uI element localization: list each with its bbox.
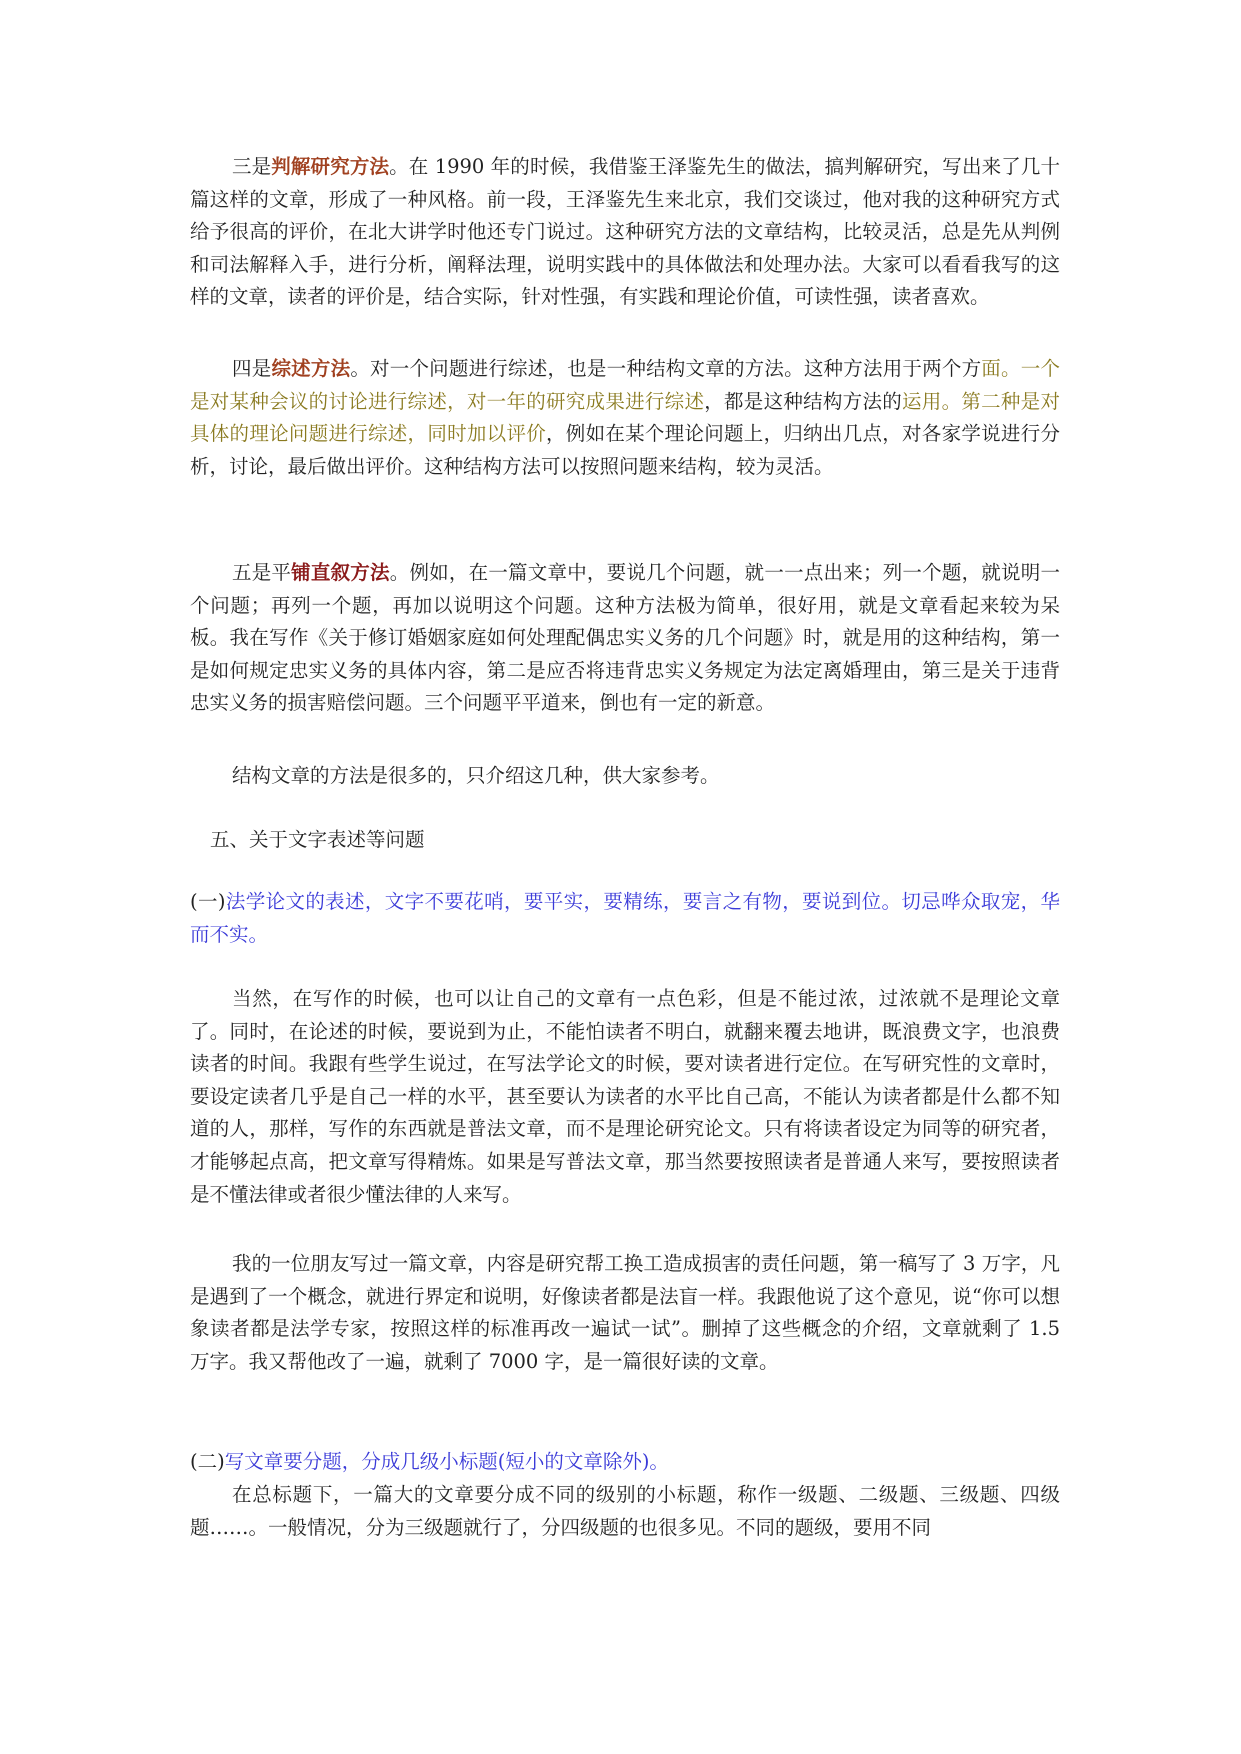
section-heading-5: 五、关于文字表述等问题 <box>210 828 425 851</box>
subheading-2 <box>190 1446 1060 1479</box>
paragraph-review-method <box>190 353 1060 483</box>
p2-post: ，例如在某个理论问题上，归纳出几点，对各家学说进行分析，讨论，最后做出评价。这种结构方法可以按照问题来结构，较为灵活。 <box>190 422 1060 478</box>
paragraph-methods-summary: 结构文章的方法是很多的，只介绍这几种，供大家参考。 <box>232 764 720 787</box>
subheading-2-text: 写文章要分题，分成几级小标题(短小的文章除外)。 <box>224 1450 669 1473</box>
subheading-2-number: (二) <box>190 1450 225 1473</box>
paragraph-narrative-method <box>190 557 1060 720</box>
p1-highlight: 判解研究方法 <box>271 155 390 178</box>
p1-pre: 三是 <box>232 155 272 178</box>
p2-olive2: 运用。第二种是对具体的理论问题进行综述，同时加以评价 <box>190 389 1060 446</box>
subheading-1 <box>190 886 1060 951</box>
p2-olive1: 面。一个是对某种会议的讨论进行综述，对一年的研究成果进行综述 <box>190 357 1060 413</box>
p3-post: 。例如，在一篇文章中，要说几个问题，就一一点出来；列一个题，就说明一个问题；再列一个题，再加以说明这个问题。这种方法极为简单，很好用，就是文章看起来较为呆板。我在写作《关于修订婚姻家庭如何处理配偶忠实义务的几个问题》时，就是用的这种结构，第一是如何规定忠实义务的具体内容，第二是应否将违背忠实义务规定为法定离婚理由，第三是关于违背忠实义务的损害赔偿问题。三个问题平平道来，倒也有一定的新意。 <box>190 561 1060 715</box>
p1-post: 。在 1990 年的时候，我借鉴王泽鉴先生的做法，搞判解研究，写出来了几十篇这样的文章，形成了一种风格。前一段，王泽鉴先生来北京，我们交谈过，他对我的这种研究方式给予很高的评价，在北大讲学时他还专门说过。这种研究方法的文章结构，比较灵活，总是先从判例和司法解释入手，进行分析，阐释法理，说明实践中的具体做法和处理办法。大家可以看看我写的这样的文章，读者的评价是，结合实际，针对性强，有实践和理论价值，可读性强，读者喜欢。 <box>190 155 1060 309</box>
p2-pre: 四是 <box>232 357 272 380</box>
p3-highlight: 铺直叙方法 <box>291 561 390 584</box>
subheading-1-number: (一) <box>190 890 226 913</box>
paragraph-reader-positioning: 当然，在写作的时候，也可以让自己的文章有一点色彩，但是不能过浓，过浓就不是理论文章了。同时，在论述的时候，要说到为止，不能怕读者不明白，就翻来覆去地讲，既浪费文字，也浪费读者的时间。我跟有些学生说过，在写法学论文的时候，要对读者进行定位。在写研究性的文章时，要设定读者几乎是自己一样的水平，甚至要认为读者的水平比自己高，不能认为读者都是什么都不知道的人，那样，写作的东西就是普法文章，而不是理论研究论文。只有将读者设定为同等的研究者，才能够起点高，把文章写得精炼。如果是写普法文章，那当然要按照读者是普通人来写，要按照读者是不懂法律或者很少懂法律的人来写。 <box>190 987 1060 1206</box>
p2-mid1: 。对一个问题进行综述，也是一种结构文章的方法。这种方法用于两个方 <box>350 357 982 380</box>
paragraph-friend-example: 我的一位朋友写过一篇文章，内容是研究帮工换工造成损害的责任问题，第一稿写了 3 万字，凡是遇到了一个概念，就进行界定和说明，好像读者都是法盲一样。我跟他说了这个意见，说“你可以想象读者都是法学专家，按照这样的标准再改一遍试一试”。删掉了这些概念的介绍，文章就剩了 1.5 万字。我又帮他改了一遍，就剩了 7000 字，是一篇很好读的文章。 <box>190 1252 1060 1373</box>
p3-pre: 五是平 <box>232 561 292 584</box>
subheading-1-text: 法学论文的表述，文字不要花哨，要平实，要精练，要言之有物，要说到位。切忌哗众取宠，华而不实。 <box>190 890 1060 946</box>
paragraph-judgment-method <box>190 151 1060 314</box>
p2-mid2: ，都是这种结构方法的 <box>704 389 903 413</box>
p2-highlight: 综述方法 <box>271 357 351 380</box>
paragraph-heading-levels: 在总标题下，一篇大的文章要分成不同的级别的小标题，称作一级题、二级题、三级题、四级题……。一般情况，分为三级题就行了，分四级题的也很多见。不同的题级，要用不同 <box>190 1483 1060 1539</box>
